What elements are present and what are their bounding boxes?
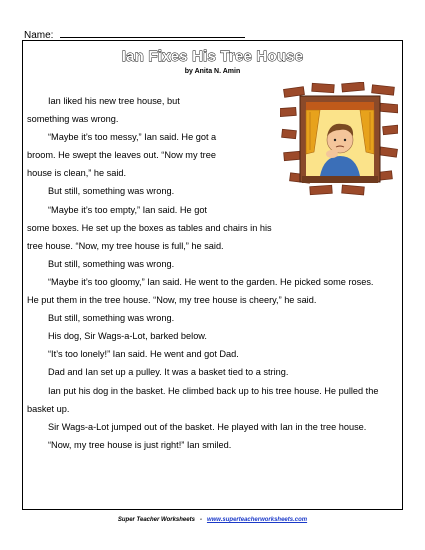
paragraph-continued: house is clean,” he said. (27, 168, 127, 179)
paragraph: “Maybe it’s too messy,” Ian said. He got a (48, 132, 217, 143)
paragraph: His dog, Sir Wags-a-Lot, barked below. (48, 331, 207, 342)
paragraph: Ian liked his new tree house, but (48, 96, 180, 106)
name-blank-line[interactable] (60, 28, 245, 38)
paragraph: But still, something was wrong. (48, 258, 175, 269)
footer-website-link[interactable]: www.superteacherworksheets.com (206, 517, 308, 523)
paragraph: “Maybe it’s too empty,” Ian said. He got (48, 204, 207, 215)
paragraph: But still, something was wrong. (48, 313, 175, 324)
paragraph: Dad and Ian set up a pulley. It was a basket tied to a string. (48, 367, 289, 378)
name-label: Name: (24, 30, 54, 41)
footer-separator: - (199, 517, 202, 523)
paragraph: But still, something was wrong. (48, 186, 175, 197)
paragraph: “Maybe it’s too gloomy,” Ian said. He went to the garden. He picked some roses. He put them in the tree house. “Now, my tree house is cheery,” he said. (27, 276, 374, 306)
story-byline: by Anita N. Amin (184, 68, 241, 75)
paragraph-continued: something was wrong. (27, 114, 119, 125)
paragraph-continued: some boxes. He set up the boxes as tables and chairs in his tree house. “Now, my tree house is full,” he said. (27, 222, 272, 251)
footer-brand: Super Teacher Worksheets (117, 517, 195, 523)
footer (0, 517, 425, 523)
paragraph: “It’s too lonely!” Ian said. He went and got Dad. (48, 349, 239, 360)
paragraph: Sir Wags-a-Lot jumped out of the basket. He played with Ian in the tree house. (48, 421, 367, 432)
story-text (27, 92, 387, 454)
paragraph-continued: broom. He swept the leaves out. “Now my tree (27, 150, 216, 161)
story-title: Ian Fixes His Tree House (121, 48, 304, 65)
paragraph: “Now, my tree house is just right!” Ian smiled. (48, 439, 232, 450)
paragraph: Ian put his dog in the basket. He climbed back up to his tree house. He pulled the basket up. (27, 385, 379, 414)
